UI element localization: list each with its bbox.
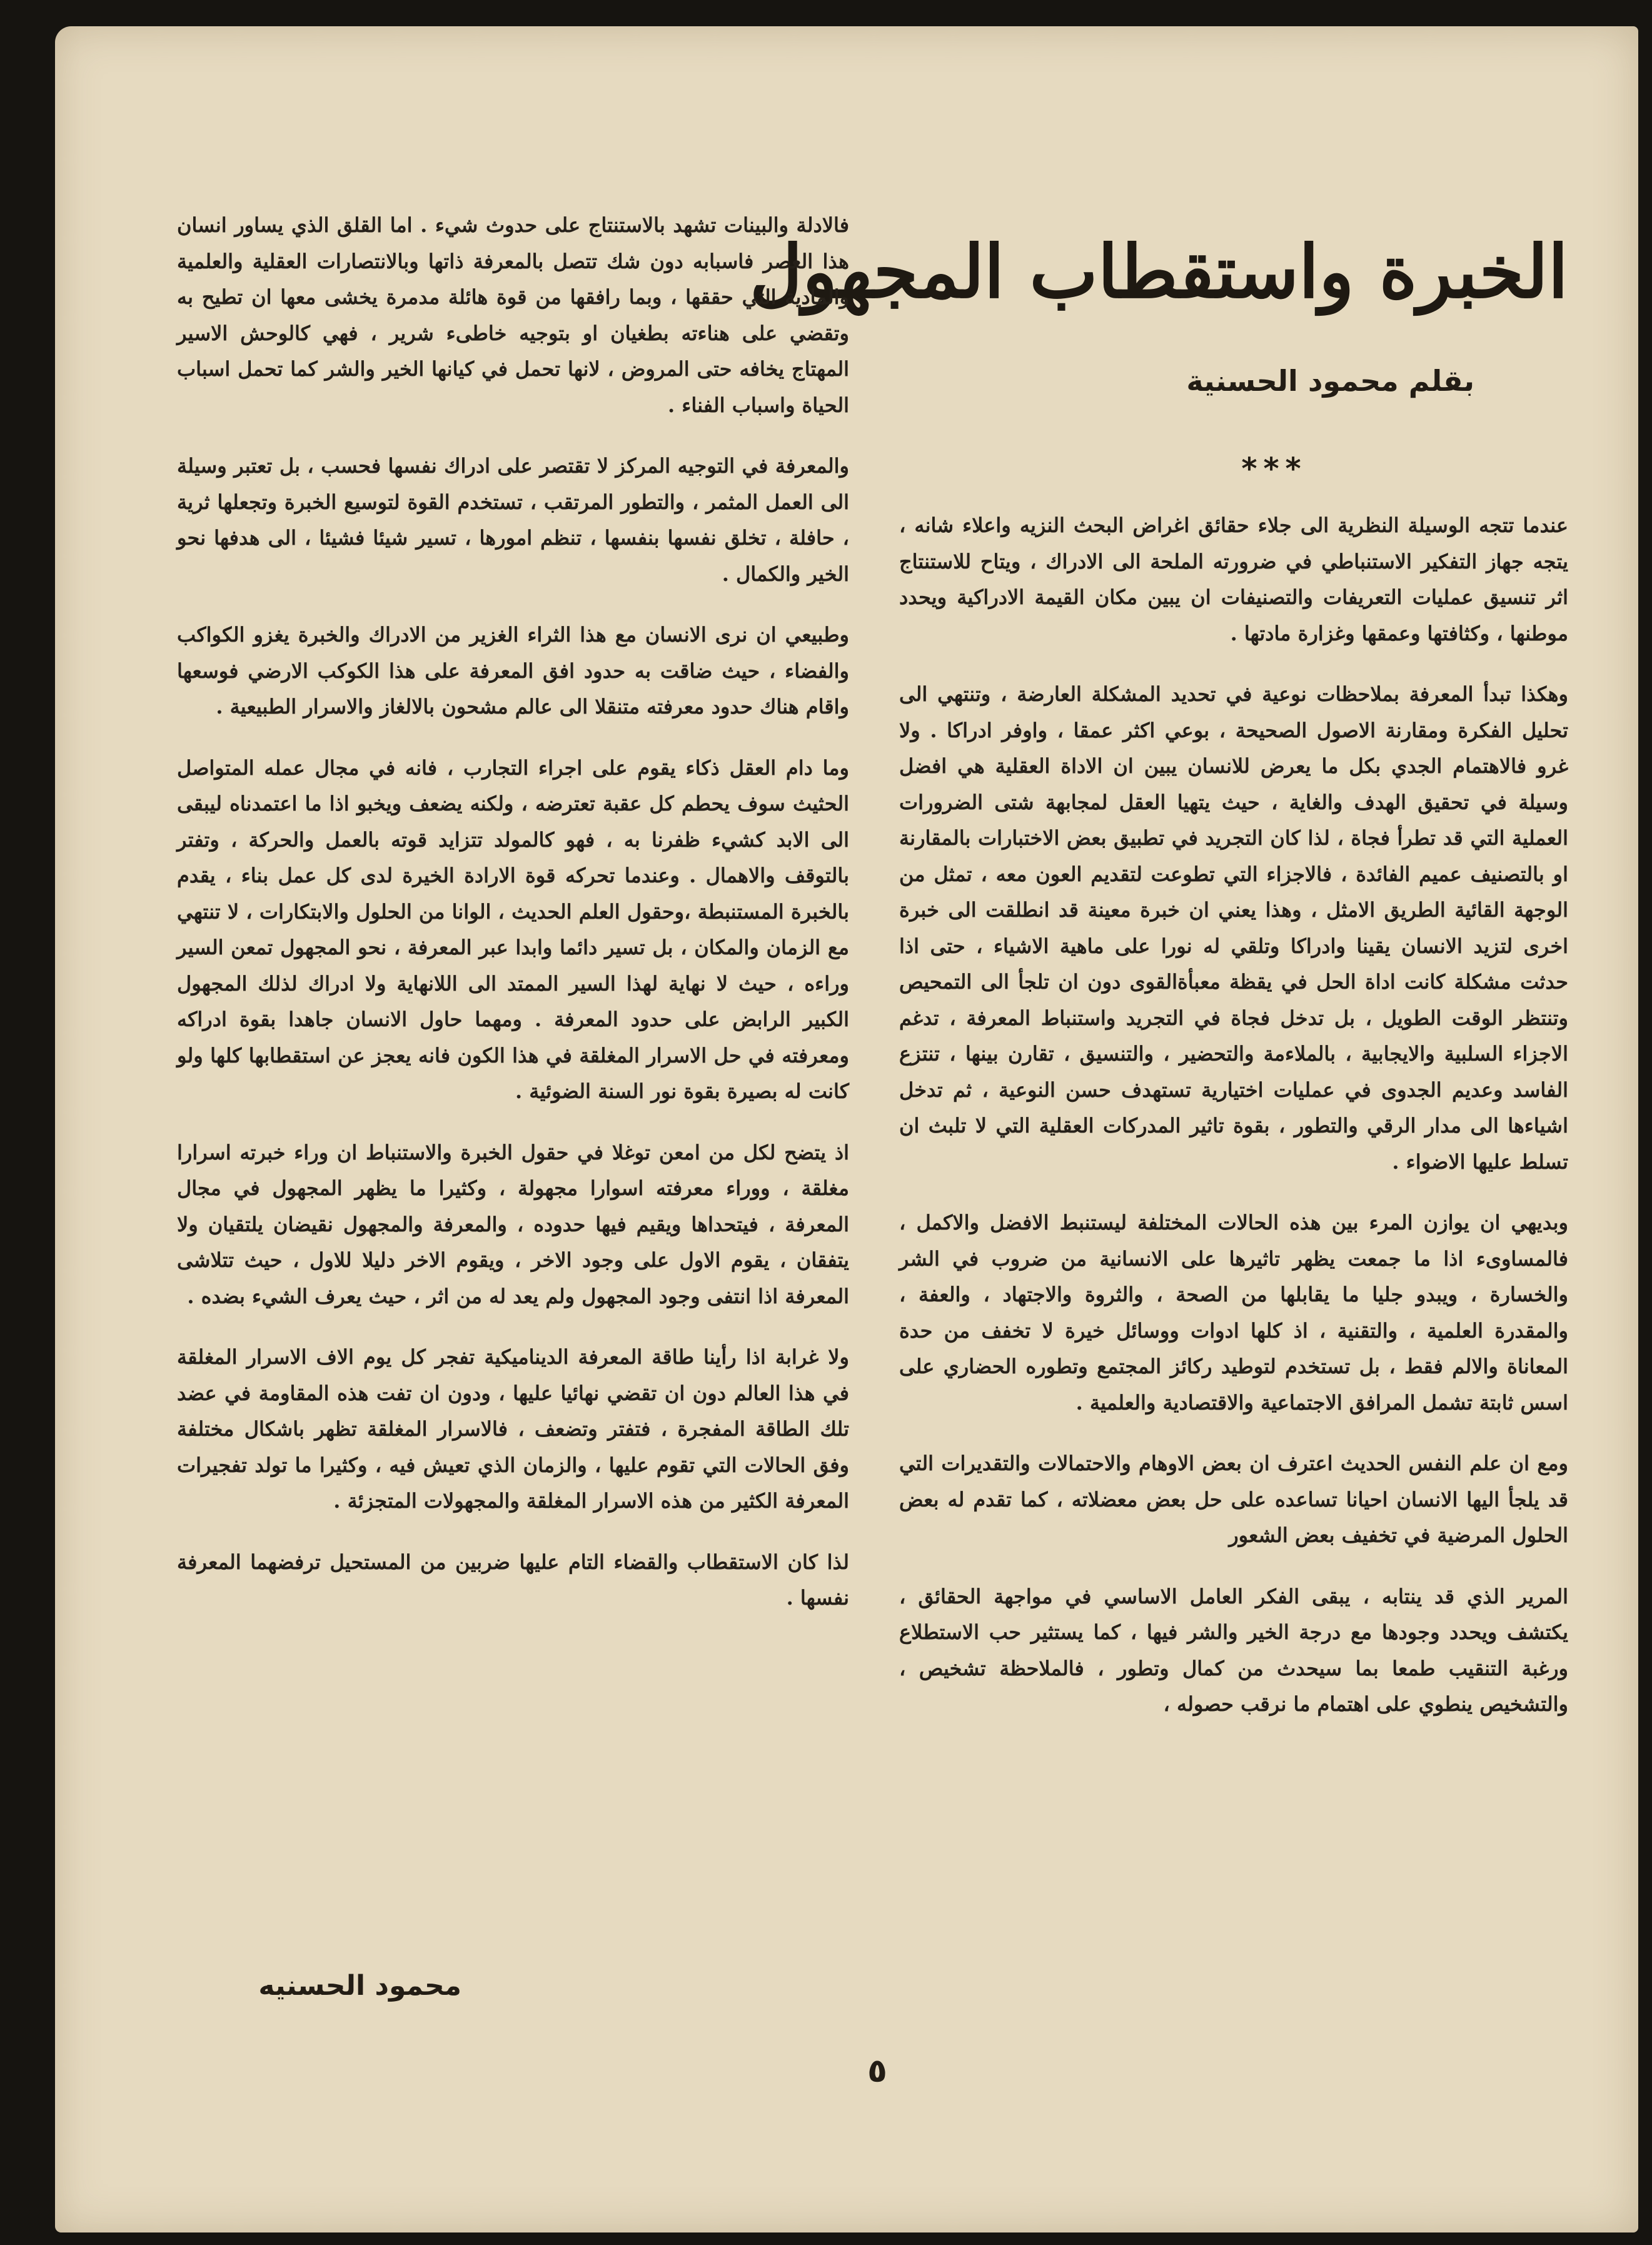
paragraph: فالادلة والبينات تشهد بالاستنتاج على حدوث شيء . اما القلق الذي يساور انسان هذا العصر فاسبابه دون شك تتصل بالمعرفة ذاتها وبالانتصارات العقلية والعلمية والمادية التي حققها ، وبما رافقها من قوة هائلة مدمرة يخشى معها ان تطيح به وتقضي على هناءته بطغيان او بتوجيه خاطىء شرير ، فهي كالوحش الاسير المهتاج يخافه حتى المروض ، لانها تحمل في كيانها الخير والشر كما تحمل اسباب الحياة واسباب الفناء . xyxy=(177,213,850,417)
paragraph: وهكذا تبدأ المعرفة بملاحظات نوعية في تحديد المشكلة العارضة ، وتنتهي الى تحليل الفكرة ومقارنة الاصول الصحيحة ، بوعي اكثر عمقا ، واوفر ادراكا . ولا غرو فالاهتمام الجدي بكل ما يعرض للانسان يبين ان الاداة العقلية هي افضل وسيلة في تحقيق الهدف والغاية ، حيث يتهيا العقل لمجابهة شتى الضرورات العملية التي قد تطرأ فجاة ، لذا كان التجريد في تطبيق بعض الاختبارات بالمقارنة او بالتصنيف عميم الفائدة ، فالاجزاء التي تطوعت لتقديم العون معه ، تمثل من الوجهة القائية الطريق الامثل ، وهذا يعني ان خبرة معينة قد انطلقت الى خبرة اخرى لتزيد الانسان يقينا وادراكا وتلقي له نورا على ماهية الاشياء ، حتى اذا حدثت مشكلة كانت اداة الحل في يقظة معبأةالقوى دون ان تلجأ الى التمحيص وتنتظر الوقت الطويل ، بل تدخل فجاة في التجريد واستنباط المعرفة ، تدغم الاجزاء السلبية والايجابية ، بالملاءمة والتحضير ، والتنسيق ، تقارن بينها ، تنتزع الفاسد وعديم الجدوى في عمليات اختيارية تستهدف حسن النوعية ، ثم تدخل اشياءها الى مدار الرقي والتطور ، بقوة تاثير المدركات العقلية التي لا تلبث ان تسلط عليها الاضواء . xyxy=(899,682,1569,1174)
section-separator: *** xyxy=(1241,452,1307,487)
paragraph: ومع ان علم النفس الحديث اعترف ان بعض الاوهام والاحتمالات والتقديرات التي قد يلجأ اليها الانسان احيانا تساعده على حل بعض معضلاته ، كما تقدم له بعض الحلول المرضية في تخفيف بعض الشعور xyxy=(899,1451,1569,1547)
author-signature: محمود الحسنيه xyxy=(258,1970,461,2002)
article-title: الخبرة واستقطاب المجهول xyxy=(749,230,1568,315)
paragraph: المرير الذي قد ينتابه ، يبقى الفكر العامل الاساسي في مواجهة الحقائق ، يكتشف ويحدد وجودها مع درجة الخير والشر فيها ، كما يستثير حب الاستطلاع ورغبة التنقيب طمعا بما سيحدث من كمال وتطور ، فالملاحظة تشخيص ، والتشخيص ينطوي على اهتمام ما نرقب حصوله ، xyxy=(899,1584,1568,1716)
right-column xyxy=(899,508,1568,1748)
paragraph: ولا غرابة اذا رأينا طاقة المعرفة الديناميكية تفجر كل يوم الاف الاسرار المغلقة في هذا العالم دون ان تقضي نهائيا عليها ، ودون ان تفت هذه المقاومة في عضد تلك الطاقة المفجرة ، فتفتر وتضعف ، فالاسرار المغلقة تظهر باشكال مختلفة وفق الحالات التي تقوم عليها ، والزمان الذي تعيش فيه ، وكثيرا ما تولد تفجيرات المعرفة الكثير من هذه الاسرار المغلقة والمجهولات المتجزئة . xyxy=(177,1345,850,1513)
paragraph: وبديهي ان يوازن المرء بين هذه الحالات المختلفة ليستنبط الافضل والاكمل ، فالمساوىء اذا ما جمعت يظهر تاثيرها على الانسانية من ضروب في الشر والخسارة ، ويبدو جليا ما يقابلها من الصحة ، والثروة والاجتهاد ، والعفة ، والمقدرة العلمية ، والتقنية ، اذ كلها ادوات ووسائل خيرة لا تخفف من حدة المعاناة والالم فقط ، بل تستخدم لتوطيد ركائز المجتمع وتطوره الحضاري على اسس ثابتة تشمل المرافق الاجتماعية والاقتصادية والعلمية . xyxy=(899,1211,1569,1415)
paragraph: عندما تتجه الوسيلة النظرية الى جلاء حقائق اغراض البحث النزيه واعلاء شانه ، يتجه جهاز التفكير الاستنباطي في ضرورته الملحة الى الادراك ، ويتاح للاستنتاج اثر تنسيق عمليات التعريفات والتصنيفات ان يبين مكان القيمة الادراكية ويحدد موطنها ، وكثافتها وعمقها وغزارة مادتها . xyxy=(899,513,1568,645)
page-number: ٥ xyxy=(867,2052,887,2090)
paragraph: لذا كان الاستقطاب والقضاء التام عليها ضربين من المستحيل ترفضهما المعرفة نفسها . xyxy=(177,1550,850,1610)
paragraph: وطبيعي ان نرى الانسان مع هذا الثراء الغزير من الادراك والخبرة يغزو الكواكب والفضاء ، حيث ضاقت به حدود افق المعرفة على هذا الكوكب الارضي فوسعها واقام هناك حدود معرفته متنقلا الى عالم مشحون بالالغاز والاسرار الطبيعية . xyxy=(177,623,849,719)
magazine-page xyxy=(55,26,1638,2232)
paragraph: وما دام العقل ذكاء يقوم على اجراء التجارب ، فانه في مجال عمله المتواصل الحثيث سوف يحطم كل عقبة تعترضه ، ولكنه يضعف ويخبو اذا ما اعتمدناه ليبقى الى الابد كشيء ظفرنا به ، فهو كالمولد تتزايد قوته بالعمل والحركة ، وتفتر بالتوقف والاهمال . وعندما تحركه قوة الارادة الخيرة لدى كل عمل بناء ، يقدم بالخبرة المستنبطة ،وحقول العلم الحديث ، الوانا من الحلول والابتكارات ، لا تنتهي مع الزمان والمكان ، بل تسير دائما وابدا عبر المعرفة ، نحو المجهول تمعن السير وراءه ، حيث لا نهاية لهذا السير الممتد الى اللانهاية ولا ادراك لذلك المجهول الكبير الرابض على حدود المعرفة . ومهما حاول الانسان جاهدا بقوة ادراكه ومعرفته في حل الاسرار المغلقة في هذا الكون فانه يعجز عن استقطابها كلها ولو كانت له بصيرة بقوة نور السنة الضوئية . xyxy=(177,755,850,1103)
article-byline: بقلم محمود الحسنية xyxy=(1186,364,1474,398)
left-column xyxy=(177,208,849,1642)
paragraph: اذ يتضح لكل من امعن توغلا في حقول الخبرة والاستنباط ان وراء خبرته اسرارا مغلقة ، ووراء معرفته اسوارا مجهولة ، وكثيرا ما يظهر المجهول في مجال المعرفة ، فيتحداها ويقيم فيها حدوده ، والمعرفة والمجهول نقيضان يلتقيان ولا يتفقان ، يقوم الاول على وجود الاخر ، ويقوم الاخر دليلا للاول ، حيث تتلاشى المعرفة اذا انتفى وجود المجهول ولم يعد له من اثر ، حيث يعرف الشيء بضده . xyxy=(177,1140,850,1308)
paragraph: والمعرفة في التوجيه المركز لا تقتصر على ادراك نفسها فحسب ، بل تعتبر وسيلة الى العمل المثمر ، والتطور المرتقب ، تستخدم القوة لتوسيع الخبرة وتجعلها ثرية ، حافلة ، تخلق نفسها بنفسها ، تنظم امورها ، تسير شيئا فشيئا ، الى هدفها نحو الخير والكمال . xyxy=(177,454,850,586)
